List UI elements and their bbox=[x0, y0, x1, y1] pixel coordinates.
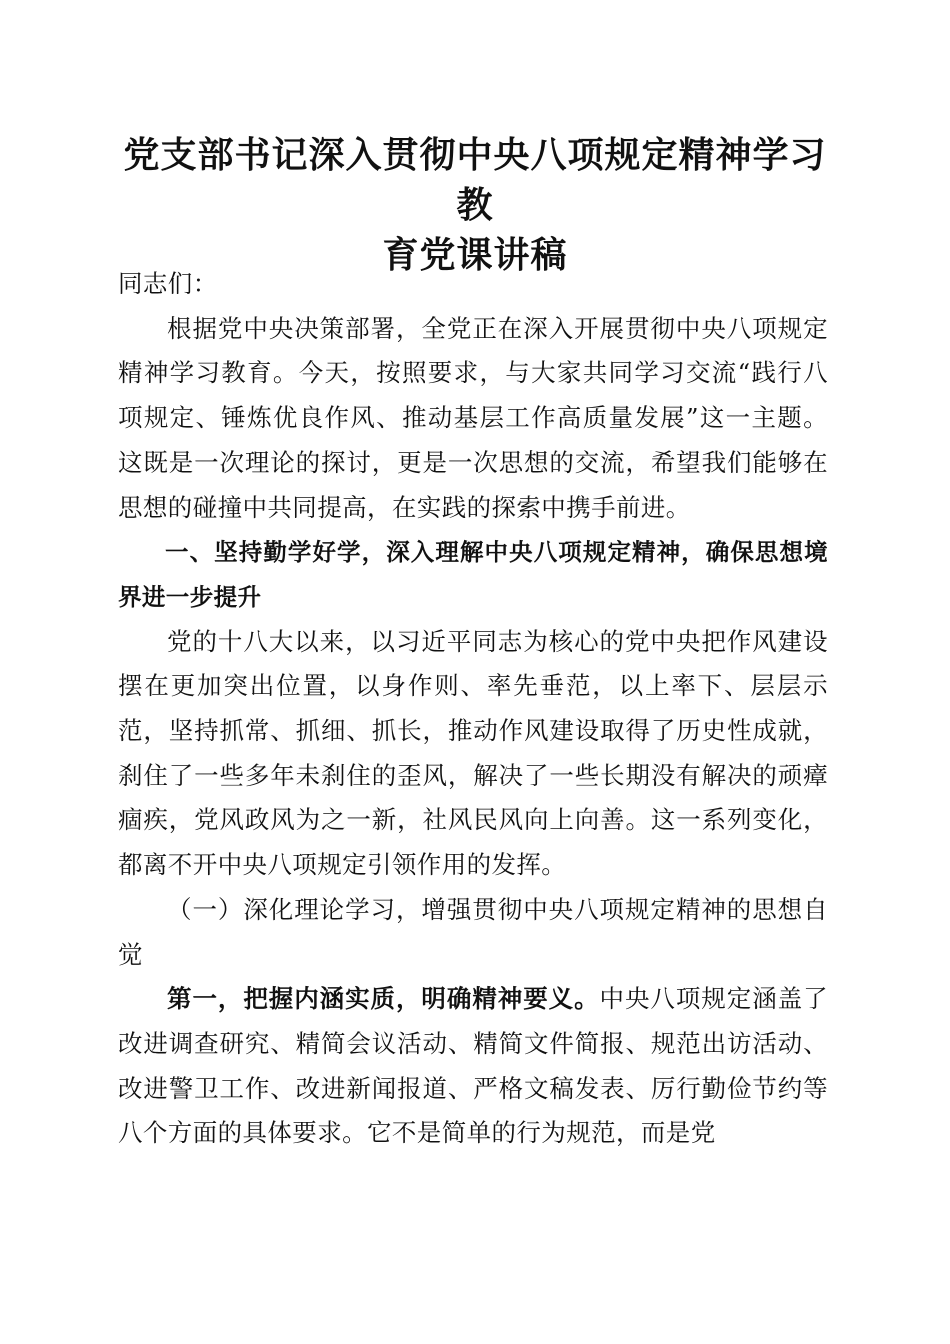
subsection-1-heading: （一）深化理论学习，增强贯彻中央八项规定精神的思想自觉 bbox=[118, 894, 828, 969]
section-1-paragraph: 党的十八大以来，以习近平同志为核心的党中央把作风建设摆在更加突出位置，以身作则、率先垂范，以上率下、层层示范，坚持抓常、抓细、抓长，推动作风建设取得了历史性成就，刹住了一些多年未刹住的歪风，解决了一些长期没有解决的顽瘴痼疾，党风政风为之一新，社风民风向上向善。这一系列变化，都离不开中央八项规定引领作用的发挥。 bbox=[118, 626, 828, 880]
point-1-lead: 第一，把握内涵实质，明确精神要义。 bbox=[167, 984, 600, 1014]
point-1-paragraph bbox=[118, 977, 828, 1156]
title-line-1: 党支部书记深入贯彻中央八项规定精神学习教 bbox=[123, 134, 827, 226]
document-title bbox=[110, 130, 840, 280]
point-1-text: 中央八项规定涵盖了改进调查研究、精简会议活动、精简文件简报、规范出访活动、改进警卫工作、改进新闻报道、严格文稿发表、厉行勤俭节约等八个方面的具体要求。它不是简单的行为规范，而是党 bbox=[118, 984, 828, 1148]
intro-paragraph: 根据党中央决策部署，全党正在深入开展贯彻中央八项规定精神学习教育。今天，按照要求，与大家共同学习交流“践行八项规定、锤炼优良作风、推动基层工作高质量发展”这一主题。这既是一次理论的探讨，更是一次思想的交流，希望我们能够在思想的碰撞中共同提高，在实践的探索中携手前进。 bbox=[118, 313, 828, 522]
document-body bbox=[118, 262, 828, 1156]
section-1-heading: 一、坚持勤学好学，深入理解中央八项规定精神，确保思想境界进一步提升 bbox=[118, 538, 828, 611]
salutation: 同志们： bbox=[118, 269, 218, 298]
title-line-2: 育党课讲稿 bbox=[382, 234, 568, 276]
